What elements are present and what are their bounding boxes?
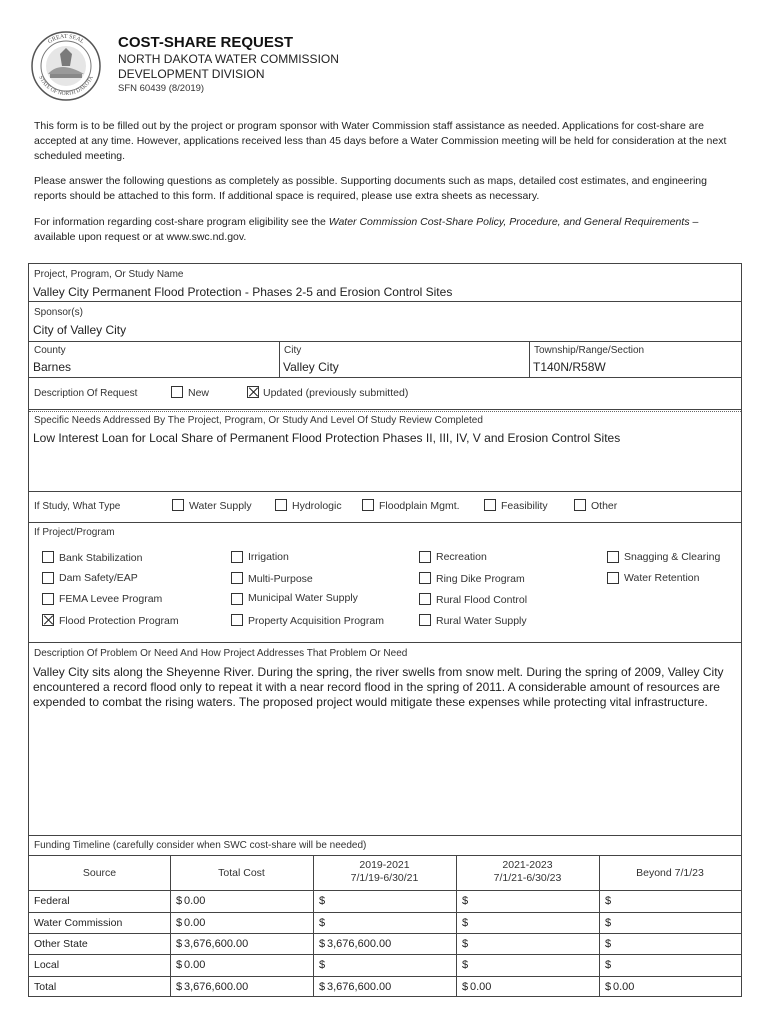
property-acquisition-option: Property Acquisition Program (248, 615, 384, 627)
water-retention-option: Water Retention (624, 572, 700, 584)
city-field[interactable]: Valley City (283, 360, 339, 374)
currency-symbol: $ (176, 917, 183, 929)
intro-paragraph-3 (34, 215, 734, 245)
irrigation-checkbox[interactable] (231, 551, 243, 563)
feasibility-checkbox[interactable] (484, 499, 496, 511)
other-option: Other (591, 500, 618, 512)
funding-total-field[interactable]: 3,676,600.00 (184, 981, 249, 993)
fema-levee-checkbox[interactable] (42, 593, 54, 605)
currency-symbol: $ (319, 938, 326, 950)
ring-dike-checkbox[interactable] (419, 572, 431, 584)
floodplain-mgmt-option: Floodplain Mgmt. (379, 500, 460, 512)
funding-source-label: Total (34, 981, 57, 993)
county-label: County (34, 345, 66, 356)
rural-water-supply-option: Rural Water Supply (436, 615, 527, 627)
cost-share-form (28, 263, 742, 997)
currency-symbol: $ (319, 959, 326, 971)
funding-total-field[interactable]: 0.00 (184, 959, 206, 971)
dam-safety-option: Dam Safety/EAP (59, 572, 138, 584)
hydrologic-checkbox[interactable] (275, 499, 287, 511)
county-field[interactable]: Barnes (33, 360, 72, 374)
currency-symbol: $ (176, 981, 183, 993)
rural-water-supply-checkbox[interactable] (419, 614, 431, 626)
project-type-label: If Project/Program (34, 527, 115, 538)
currency-symbol: $ (605, 938, 612, 950)
period-2-dates: 7/1/21-6/30/23 (493, 872, 562, 884)
intro-paragraph-2: Please answer the following questions as completely as possible. Supporting documents such as maps, detailed cost estimates, and engineering reports should be attached to this form. If additional space is required, please use extra sheets as necessary. (34, 175, 707, 202)
bank-stabilization-checkbox[interactable] (42, 551, 54, 563)
intro-p3-post: – available upon request or at www.swc.nd.gov. (34, 216, 699, 243)
currency-symbol: $ (605, 959, 612, 971)
bank-stabilization-option: Bank Stabilization (59, 552, 143, 564)
description-of-request-label: Description Of Request (34, 388, 138, 399)
flood-protection-option: Flood Protection Program (59, 615, 179, 627)
fema-levee-option: FEMA Levee Program (59, 593, 163, 605)
funding-p1-field[interactable] (327, 917, 447, 929)
funding-p2-field[interactable] (470, 959, 590, 971)
funding-p1-field[interactable]: 3,676,600.00 (327, 981, 392, 993)
currency-symbol: $ (462, 981, 469, 993)
rural-flood-control-option: Rural Flood Control (436, 594, 528, 606)
multi-purpose-checkbox[interactable] (231, 572, 243, 584)
period-1-years: 2019-2021 (359, 859, 410, 871)
funding-source-label: Federal (34, 895, 70, 907)
feasibility-option: Feasibility (501, 500, 548, 512)
form-number: SFN 60439 (8/2019) (118, 83, 205, 94)
funding-beyond-field[interactable] (613, 938, 733, 950)
currency-symbol: $ (462, 917, 469, 929)
beyond-column-header: Beyond 7/1/23 (636, 867, 704, 879)
currency-symbol: $ (176, 959, 183, 971)
rural-flood-control-checkbox[interactable] (419, 593, 431, 605)
state-seal-icon (30, 30, 102, 102)
multi-purpose-option: Multi-Purpose (248, 573, 313, 585)
other-checkbox[interactable] (574, 499, 586, 511)
municipal-water-supply-option: Municipal Water Supply (248, 592, 358, 604)
currency-symbol: $ (462, 959, 469, 971)
funding-source-label: Water Commission (34, 917, 123, 929)
seal-bottom-text: STATE OF NORTH DAKOTA (37, 75, 95, 98)
recreation-checkbox[interactable] (419, 551, 431, 563)
currency-symbol: $ (605, 981, 612, 993)
updated-checkbox[interactable] (247, 386, 259, 398)
currency-symbol: $ (176, 895, 183, 907)
intro-p3-pre: For information regarding cost-share program eligibility see the (34, 216, 329, 228)
currency-symbol: $ (462, 895, 469, 907)
policy-title: Water Commission Cost-Share Policy, Procedure, and General Requirements (328, 216, 690, 228)
currency-symbol: $ (176, 938, 183, 950)
problem-description-label: Description Of Problem Or Need And How Project Addresses That Problem Or Need (34, 648, 408, 659)
period-2-years: 2021-2023 (502, 859, 553, 871)
township-field[interactable]: T140N/R58W (533, 360, 606, 374)
period-2019-2021-header (313, 859, 456, 885)
property-acquisition-checkbox[interactable] (231, 614, 243, 626)
flood-protection-checkbox[interactable] (42, 614, 54, 626)
funding-source-label: Other State (34, 938, 88, 950)
currency-symbol: $ (605, 917, 612, 929)
township-label: Township/Range/Section (534, 345, 645, 356)
currency-symbol: $ (319, 895, 326, 907)
snagging-clearing-option: Snagging & Clearing (624, 551, 721, 563)
funding-p1-field[interactable] (327, 959, 447, 971)
sponsor-label: Sponsor(s) (34, 307, 83, 318)
currency-symbol: $ (462, 938, 469, 950)
seal-top-text: GREAT SEAL (47, 33, 85, 46)
form-title: COST-SHARE REQUEST (118, 34, 294, 51)
funding-p2-field[interactable] (470, 895, 590, 907)
funding-total-field[interactable]: 3,676,600.00 (184, 938, 249, 950)
funding-beyond-field[interactable] (613, 917, 733, 929)
recreation-option: Recreation (436, 551, 487, 563)
specific-needs-label: Specific Needs Addressed By The Project, Program, Or Study And Level Of Study Review Completed (34, 415, 483, 426)
sponsor-field[interactable]: City of Valley City (33, 323, 127, 337)
hydrologic-option: Hydrologic (292, 500, 342, 512)
currency-symbol: $ (605, 895, 612, 907)
funding-beyond-field[interactable]: 0.00 (613, 981, 635, 993)
total-cost-column-header: Total Cost (218, 867, 265, 879)
specific-needs-field[interactable]: Low Interest Loan for Local Share of Permanent Flood Protection Phases II, III, IV, V and Erosion Control Sites (33, 431, 621, 445)
funding-p2-field[interactable]: 0.00 (470, 981, 492, 993)
funding-timeline-label: Funding Timeline (carefully consider when SWC cost-share will be needed) (34, 840, 367, 851)
city-label: City (284, 345, 302, 356)
funding-beyond-field[interactable] (613, 895, 733, 907)
funding-p1-field[interactable]: 3,676,600.00 (327, 938, 392, 950)
funding-p2-field[interactable] (470, 917, 590, 929)
municipal-water-supply-checkbox[interactable] (231, 593, 243, 605)
water-supply-option: Water Supply (189, 500, 252, 512)
project-name-label: Project, Program, Or Study Name (34, 269, 184, 280)
water-retention-checkbox[interactable] (607, 572, 619, 584)
division-name: DEVELOPMENT DIVISION (118, 67, 265, 81)
funding-source-label: Local (34, 959, 60, 971)
water-supply-checkbox[interactable] (172, 499, 184, 511)
funding-beyond-field[interactable] (613, 959, 733, 971)
ring-dike-option: Ring Dike Program (436, 573, 525, 585)
agency-name: NORTH DAKOTA WATER COMMISSION (118, 52, 339, 66)
source-column-header: Source (82, 867, 117, 879)
problem-description-field[interactable]: Valley City sits along the Sheyenne River. During the spring, the river swells from snow melt. During the spring of 2009, Valley City encountered a record flood only to repeat it with a near record flood in the spring of 2011. A considerable amount of resources are expended to combat the rising waters. The proposed project would mitigate these expenses while protecting vital infrastructure. (33, 665, 724, 709)
study-type-label: If Study, What Type (34, 501, 121, 512)
funding-total-field[interactable]: 0.00 (184, 917, 206, 929)
project-name-field[interactable]: Valley City Permanent Flood Protection - Phases 2-5 and Erosion Control Sites (33, 285, 453, 299)
funding-total-field[interactable]: 0.00 (184, 895, 206, 907)
snagging-clearing-checkbox[interactable] (607, 551, 619, 563)
irrigation-option: Irrigation (248, 551, 289, 563)
new-checkbox[interactable] (171, 386, 183, 398)
new-option-label: New (188, 387, 210, 399)
currency-symbol: $ (319, 917, 326, 929)
dam-safety-checkbox[interactable] (42, 572, 54, 584)
updated-option-label: Updated (previously submitted) (263, 387, 409, 399)
period-2021-2023-header (456, 859, 599, 885)
intro-paragraph-1: This form is to be filled out by the project or program sponsor with Water Commission staff assistance as needed. Applications for cost-share are accepted at any time. However, applications received less than 45 days before a Water Commission meeting will be held for consideration at the next scheduled meeting. (34, 120, 727, 162)
currency-symbol: $ (319, 981, 326, 993)
period-1-dates: 7/1/19-6/30/21 (350, 872, 419, 884)
funding-p1-field[interactable] (327, 895, 447, 907)
floodplain-mgmt-checkbox[interactable] (362, 499, 374, 511)
funding-p2-field[interactable] (470, 938, 590, 950)
